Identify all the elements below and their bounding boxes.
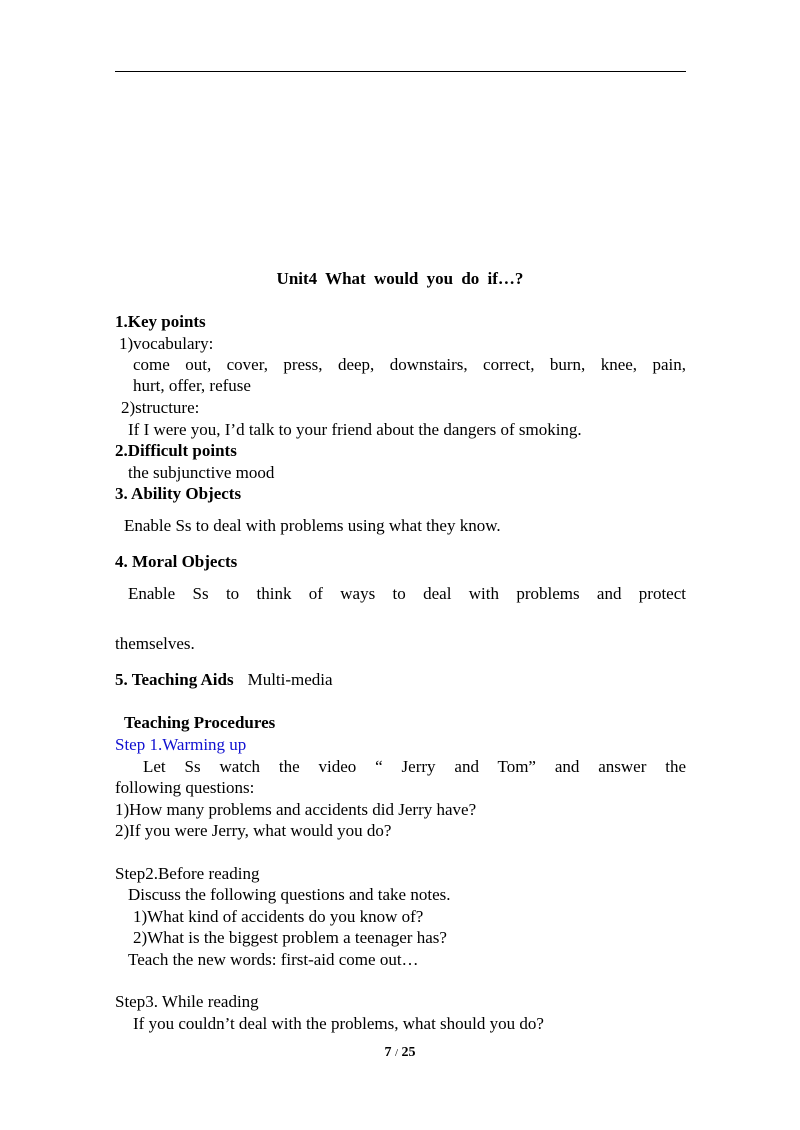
step3-line1: If you couldn’t deal with the problems, what should you do? [133,1014,544,1033]
ability-objects-heading: 3. Ability Objects [115,484,242,503]
step1-line1: Let Ss watch the video “ Jerry and Tom” and answer the [143,757,686,776]
step1-line2: following questions: [115,778,255,797]
step3-heading: Step3. While reading [115,992,259,1011]
step1-question2: 2)If you were Jerry, what would you do? [115,821,392,840]
teaching-aids-text: Multi-media [247,670,333,689]
vocabulary-label: 1)vocabulary: [119,334,214,353]
page-current: 7 [384,1045,392,1060]
step2-line1: Discuss the following questions and take notes. [128,885,451,904]
ability-objects-text: Enable Ss to deal with problems using what they know. [124,516,501,535]
step2-heading: Step2.Before reading [115,864,260,883]
teaching-procedures-heading: Teaching Procedures [124,713,276,732]
page-number [0,1045,800,1061]
step1-question1: 1)How many problems and accidents did Jerry have? [115,800,477,819]
page-total: 25 [401,1045,416,1060]
difficult-points-heading: 2.Difficult points [115,441,237,460]
document-title: Unit4 What would you do if…? [276,269,524,288]
moral-objects-line2: themselves. [115,634,195,653]
page-separator: / [394,1047,399,1059]
moral-objects-heading: 4. Moral Objects [115,552,238,571]
step2-line2: Teach the new words: first-aid come out… [128,950,419,969]
vocabulary-list-line1: come out, cover, press, deep, downstairs, correct, burn, knee, pain, [133,355,686,374]
teaching-aids-row [115,670,333,690]
structure-label: 2)structure: [121,398,200,417]
step2-question2: 2)What is the biggest problem a teenager has? [133,928,447,947]
key-points-heading: 1.Key points [115,312,206,331]
teaching-aids-heading: 5. Teaching Aids [115,670,234,689]
structure-sentence: If I were you, I’d talk to your friend about the dangers of smoking. [128,420,582,439]
difficult-points-text: the subjunctive mood [128,463,275,482]
step1-heading: Step 1.Warming up [115,735,247,754]
step2-question1: 1)What kind of accidents do you know of? [133,907,424,926]
vocabulary-list-line2: hurt, offer, refuse [133,376,251,395]
header-rule [115,71,686,72]
moral-objects-line1: Enable Ss to think of ways to deal with problems and protect [128,584,686,603]
